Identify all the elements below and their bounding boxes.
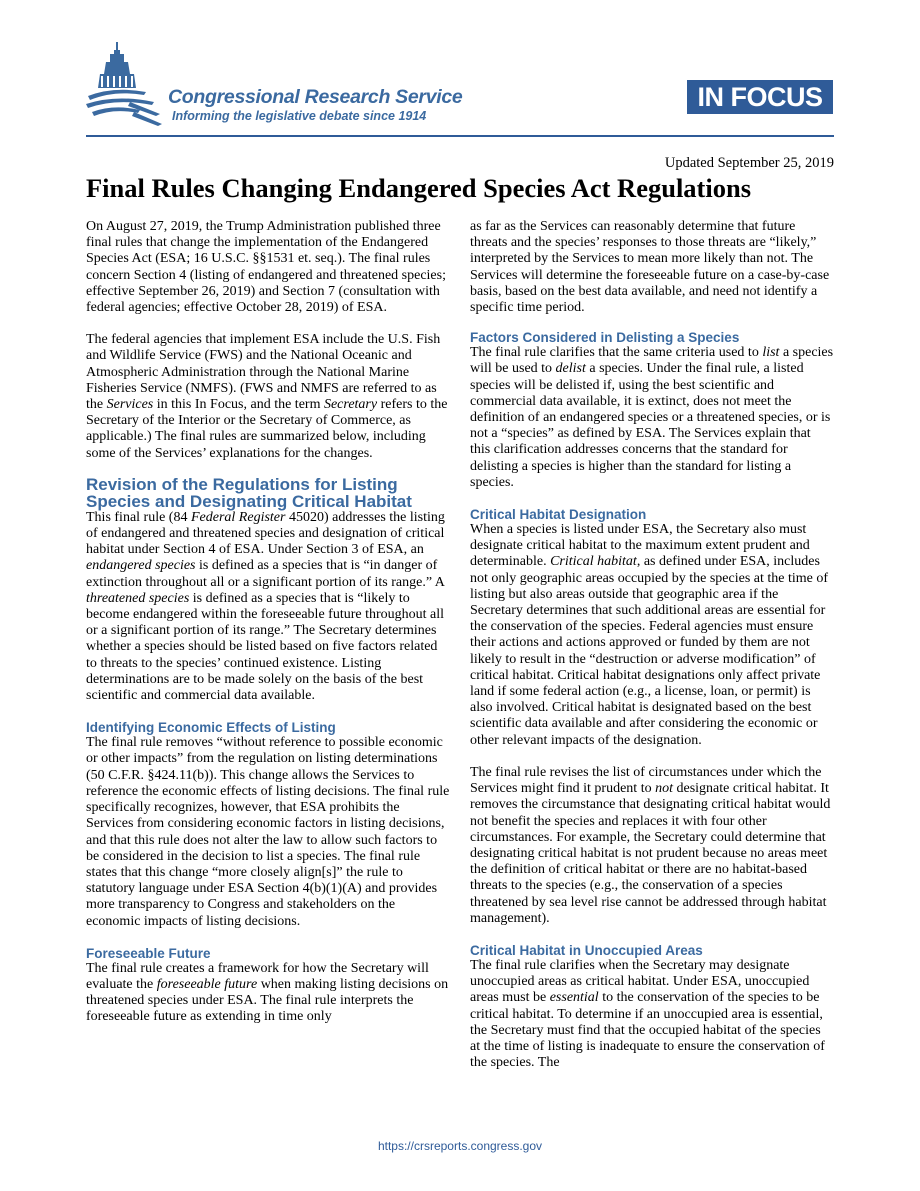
economic-effects-paragraph: The final rule removes “without reference to possible economic or other impacts” from the regulation on listing determinations (50 C.F.R. §424.11(b)). This change allows the Services to reference the economic effects of listing decisions. The final rule specifically recognizes, however, that ESA prohibits the Services from considering economic factors in listing decisions, and that this rule does not alter the law to allow such factors to be considered in the decision to list a species. The final rule states that this change “more closely align[s]” the rule to statutory language under ESA Section 4(b)(1)(A) and provides more transparency to Congress and stakeholders on the economic impacts of listing decisions. [86,735,450,929]
foreseeable-future-paragraph: The final rule creates a framework for how the Secretary will evaluate the foreseeable future when making listing decisions on threatened species under ESA. The final rule interprets the foreseeable future as extending in time only [86,960,449,1025]
capitol-dome-icon [84,40,164,130]
subheading-critical-habitat: Critical Habitat Designation [470,507,647,523]
subheading-economic-effects: Identifying Economic Effects of Listing [86,720,336,736]
org-name: Congressional Research Service [168,86,463,108]
updated-date: Updated September 25, 2019 [664,155,834,171]
subheading-foreseeable-future: Foreseeable Future [86,945,211,961]
unoccupied-areas-paragraph: The final rule clarifies when the Secretary may designate unoccupied areas as critical habitat. Under ESA, unoccupied areas must be essential to the conservation of the species to be critical habitat. To determine if an unoccupied area is essential, the Secretary must find that the occupied habitat of the species at the time of listing is inadequate to ensure the conservation of the species. The [470,957,825,1071]
agencies-paragraph: The federal agencies that implement ESA include the U.S. Fish and Wildlife Service (FWS) and the National Oceanic and Atmospheric Administration through the National Marine Fisheries Service (NMFS). (FWS and NMFS are referred to as the Services in this In Focus, and the term Secretary refers to the Secretary of the Interior or the Secretary of Commerce, as applicable.) The final rules are summarized below, including some of the Services’ explanations for the changes. [86,332,448,461]
footer-url-link[interactable]: https://crsreports.congress.gov [377,1139,543,1153]
org-tagline: Informing the legislative debate since 1914 [172,109,427,123]
intro-paragraph: On August 27, 2019, the Trump Administration published three final rules that change the implementation of the Endangered Species Act (ESA; 16 U.S.C. §§1531 et. seq.). The final rules concern Section 4 (listing of endangered and threatened species; effective September 26, 2019) and Section 7 (consultation with federal agencies; effective October 28, 2019) of ESA. [86,219,446,316]
subheading-delisting: Factors Considered in Delisting a Species [470,330,740,346]
in-focus-badge: IN FOCUS [687,80,833,114]
delisting-paragraph: The final rule clarifies that the same criteria used to list a species will be used to delist a species. Under the final rule, a listed species will be delisted if, using the best scientific and commercial data available, it is extinct, does not meet the definition of an endangered species or a threatened species, or is not a “species” as defined by ESA. The Services explain that this clarification addresses concerns that the standard for delisting a species is higher than the standard for listing a species. [470,345,834,490]
page-title: Final Rules Changing Endangered Species Act Regulations [86,173,752,203]
foreseeable-continued-paragraph: as far as the Services can reasonably determine that future threats and the species’ responses to those threats are “likely,” interpreted by the Services to mean more likely than not. The Services will determine the foreseeable future on a case-by-case basis, based on the best data available, and need not identify a specific time period. [470,219,830,316]
subheading-unoccupied-areas: Critical Habitat in Unoccupied Areas [470,942,703,958]
section-heading-revision: Revision of the Regulations for Listing Species and Designating Critical Habitat [86,474,412,511]
prudency-paragraph: The final rule revises the list of circumstances under which the Services might find it prudent to not designate critical habitat. It removes the circumstance that designating critical habitat would not benefit the species and replaces it with four other circumstances. For example, the Secretary could determine that designating critical habitat is not prudent because no areas meet the definition of critical habitat or there are no habitat-based threats to the species (e.g., the conservation of a species threatened by sea level rise cannot be addressed through habitat management). [470,764,831,926]
right-column [470,219,834,1071]
revision-paragraph: This final rule (84 Federal Register 45020) addresses the listing of endangered and threatened species and designation of critical habitat under Section 4 of ESA. Under Section 3 of ESA, an endangered species is defined as a species that is “in danger of extinction throughout all or a significant portion of its range.” A threatened species is defined as a species that is “likely to become endangered within the foreseeable future throughout all or a significant portion of its range.” The Secretary determines whether a species should be listed based on five factors related to threats to the species’ continued existence. Listing determinations are to be made solely on the basis of the best scientific and commercial data available. [86,509,445,704]
page-header [0,0,920,140]
header-rule [86,135,834,137]
left-column [86,219,450,1026]
critical-habitat-paragraph: When a species is listed under ESA, the Secretary also must designate critical habitat to the maximum extent prudent and determinable. Critical habitat, as defined under ESA, includes not only geographic areas occupied by the species at the time of listing but also areas outside that geographic area if the Secretary determines that such additional areas are essential for the conservation of the species. Federal agencies must ensure their actions and actions approved or funded by them are not likely to result in the “destruction or adverse modification” of critical habitat. Critical habitat designations only affect private land if some federal action (e.g., a license, loan, or permit) is also involved. Critical habitat is designated based on the best scientific data available and after considering the economic or other relevant impacts of the designation. [470,522,829,748]
